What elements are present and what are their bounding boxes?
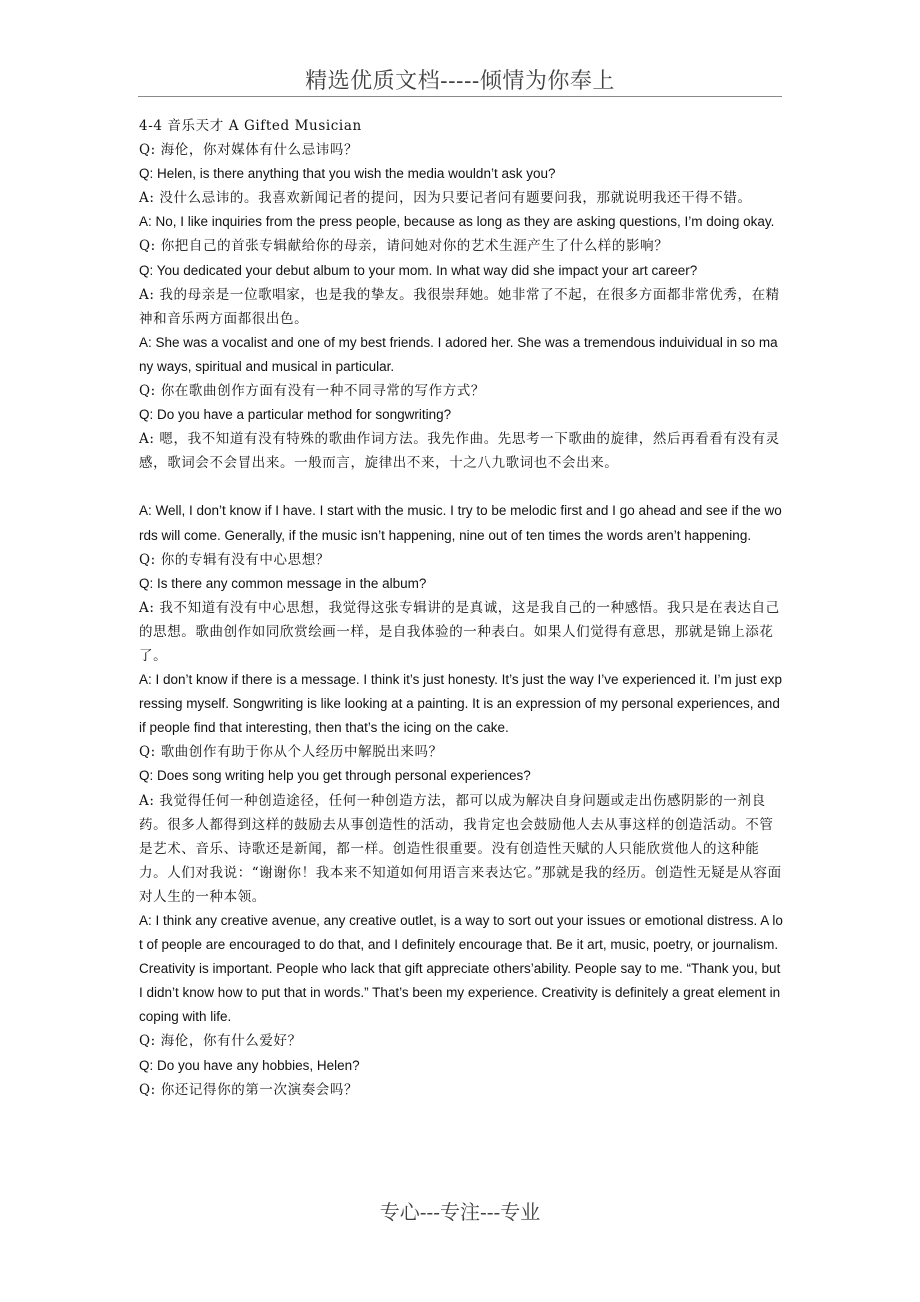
answer-zh: A: 嗯，我不知道有没有特殊的歌曲作词方法。我先作曲。先思考一下歌曲的旋律，然后再看看有没有灵感，歌词会不会冒出来。一般而言，旋律出不来，十之八九歌词也不会出来。	[139, 431, 780, 472]
question-zh: Q: 你把自己的首张专辑献给你的母亲，请问她对你的艺术生涯产生了什么样的影响？	[139, 238, 669, 255]
answer-en: A: I think any creative avenue, any creative outlet, is a way to sort out your issues or emotional distress. A lot of people are encouraged to do that, and I definitely encourage that. Be it art, music, poetry, or journalism. Creativity is important. People who lack that gift appreciate others’ability. People say to me. “Thank you, but I didn’t know how to put that in words.” That’s been my experience. Creativity is definitely a great element in coping with life.	[139, 913, 783, 1025]
question-zh: Q: 歌曲创作有助于你从个人经历中解脱出来吗？	[139, 744, 443, 761]
question-en: Q: You dedicated your debut album to your mom. In what way did she impact your art career?	[139, 262, 698, 278]
document-heading: 4-4 音乐天才 A Gifted Musician	[139, 118, 362, 134]
answer-en: A: I don’t know if there is a message. I think it’s just honesty. It’s just the way I’ve experienced it. I’m just expressing myself. Songwriting is like looking at a painting. It is an expression of my personal experiences, and if people find that interesting, then that’s the icing on the cake.	[139, 672, 783, 736]
question-en: Q: Helen, is there anything that you wish the media wouldn’t ask you?	[139, 166, 556, 182]
question-en: Q: Do you have a particular method for songwriting?	[139, 407, 452, 423]
answer-en: A: No, I like inquiries from the press people, because as long as they are asking questions, I’m doing okay.	[139, 214, 775, 230]
question-en: Q: Do you have any hobbies, Helen?	[139, 1057, 360, 1073]
question-zh: Q: 你还记得你的第一次演奏会吗？	[139, 1081, 359, 1098]
question-en: Q: Does song writing help you get through personal experiences?	[139, 768, 531, 784]
header-divider	[138, 96, 782, 97]
answer-en: A: Well, I don’t know if I have. I start with the music. I try to be melodic first and I go ahead and see if the words will come. Generally, if the music isn’t happening, nine out of ten times the words aren’t happening.	[139, 503, 782, 543]
question-zh: Q: 海伦，你有什么爱好？	[139, 1033, 302, 1050]
question-zh: Q: 海伦，你对媒体有什么忌讳吗？	[139, 142, 359, 159]
question-en: Q: Is there any common message in the album?	[139, 575, 427, 591]
answer-en: A: She was a vocalist and one of my best friends. I adored her. She was a tremendous induividual in so many ways, spiritual and musical in particular.	[139, 334, 778, 374]
document-body	[139, 114, 783, 1102]
page-footer: 专心---专注---专业	[379, 1200, 541, 1224]
answer-zh: A: 我的母亲是一位歌唱家，也是我的挚友。我很崇拜她。她非常了不起，在很多方面都非常优秀，在精神和音乐两方面都很出色。	[139, 286, 780, 327]
paragraph-gap	[139, 475, 783, 499]
question-zh: Q: 你的专辑有没有中心思想？	[139, 551, 330, 568]
question-zh: Q: 你在歌曲创作方面有没有一种不同寻常的写作方式？	[139, 383, 486, 400]
answer-zh: A: 我不知道有没有中心思想，我觉得这张专辑讲的是真诚，这是我自己的一种感悟。我只是在表达自己的思想。歌曲创作如同欣赏绘画一样，是自我体验的一种表白。如果人们觉得有意思，那就是锦上添花了。	[139, 599, 780, 664]
answer-zh: A: 我觉得任何一种创造途径，任何一种创造方法，都可以成为解决自身问题或走出伤感阴影的一剂良药。很多人都得到这样的鼓励去从事创造性的活动，我肯定也会鼓励他人去从事这样的创造活动。不管是艺术、音乐、诗歌还是新闻，都一样。创造性很重要。没有创造性天赋的人只能欣赏他人的这种能力。人们对我说：“谢谢你！我本来不知道如何用语言来表达它。”那就是我的经历。创造性无疑是从容面对人生的一种本领。	[139, 792, 782, 905]
page-header: 精选优质文档-----倾情为你奉上	[305, 69, 615, 94]
answer-zh: A: 没什么忌讳的。我喜欢新闻记者的提问，因为只要记者问有题要问我，那就说明我还干得不错。	[139, 190, 752, 207]
